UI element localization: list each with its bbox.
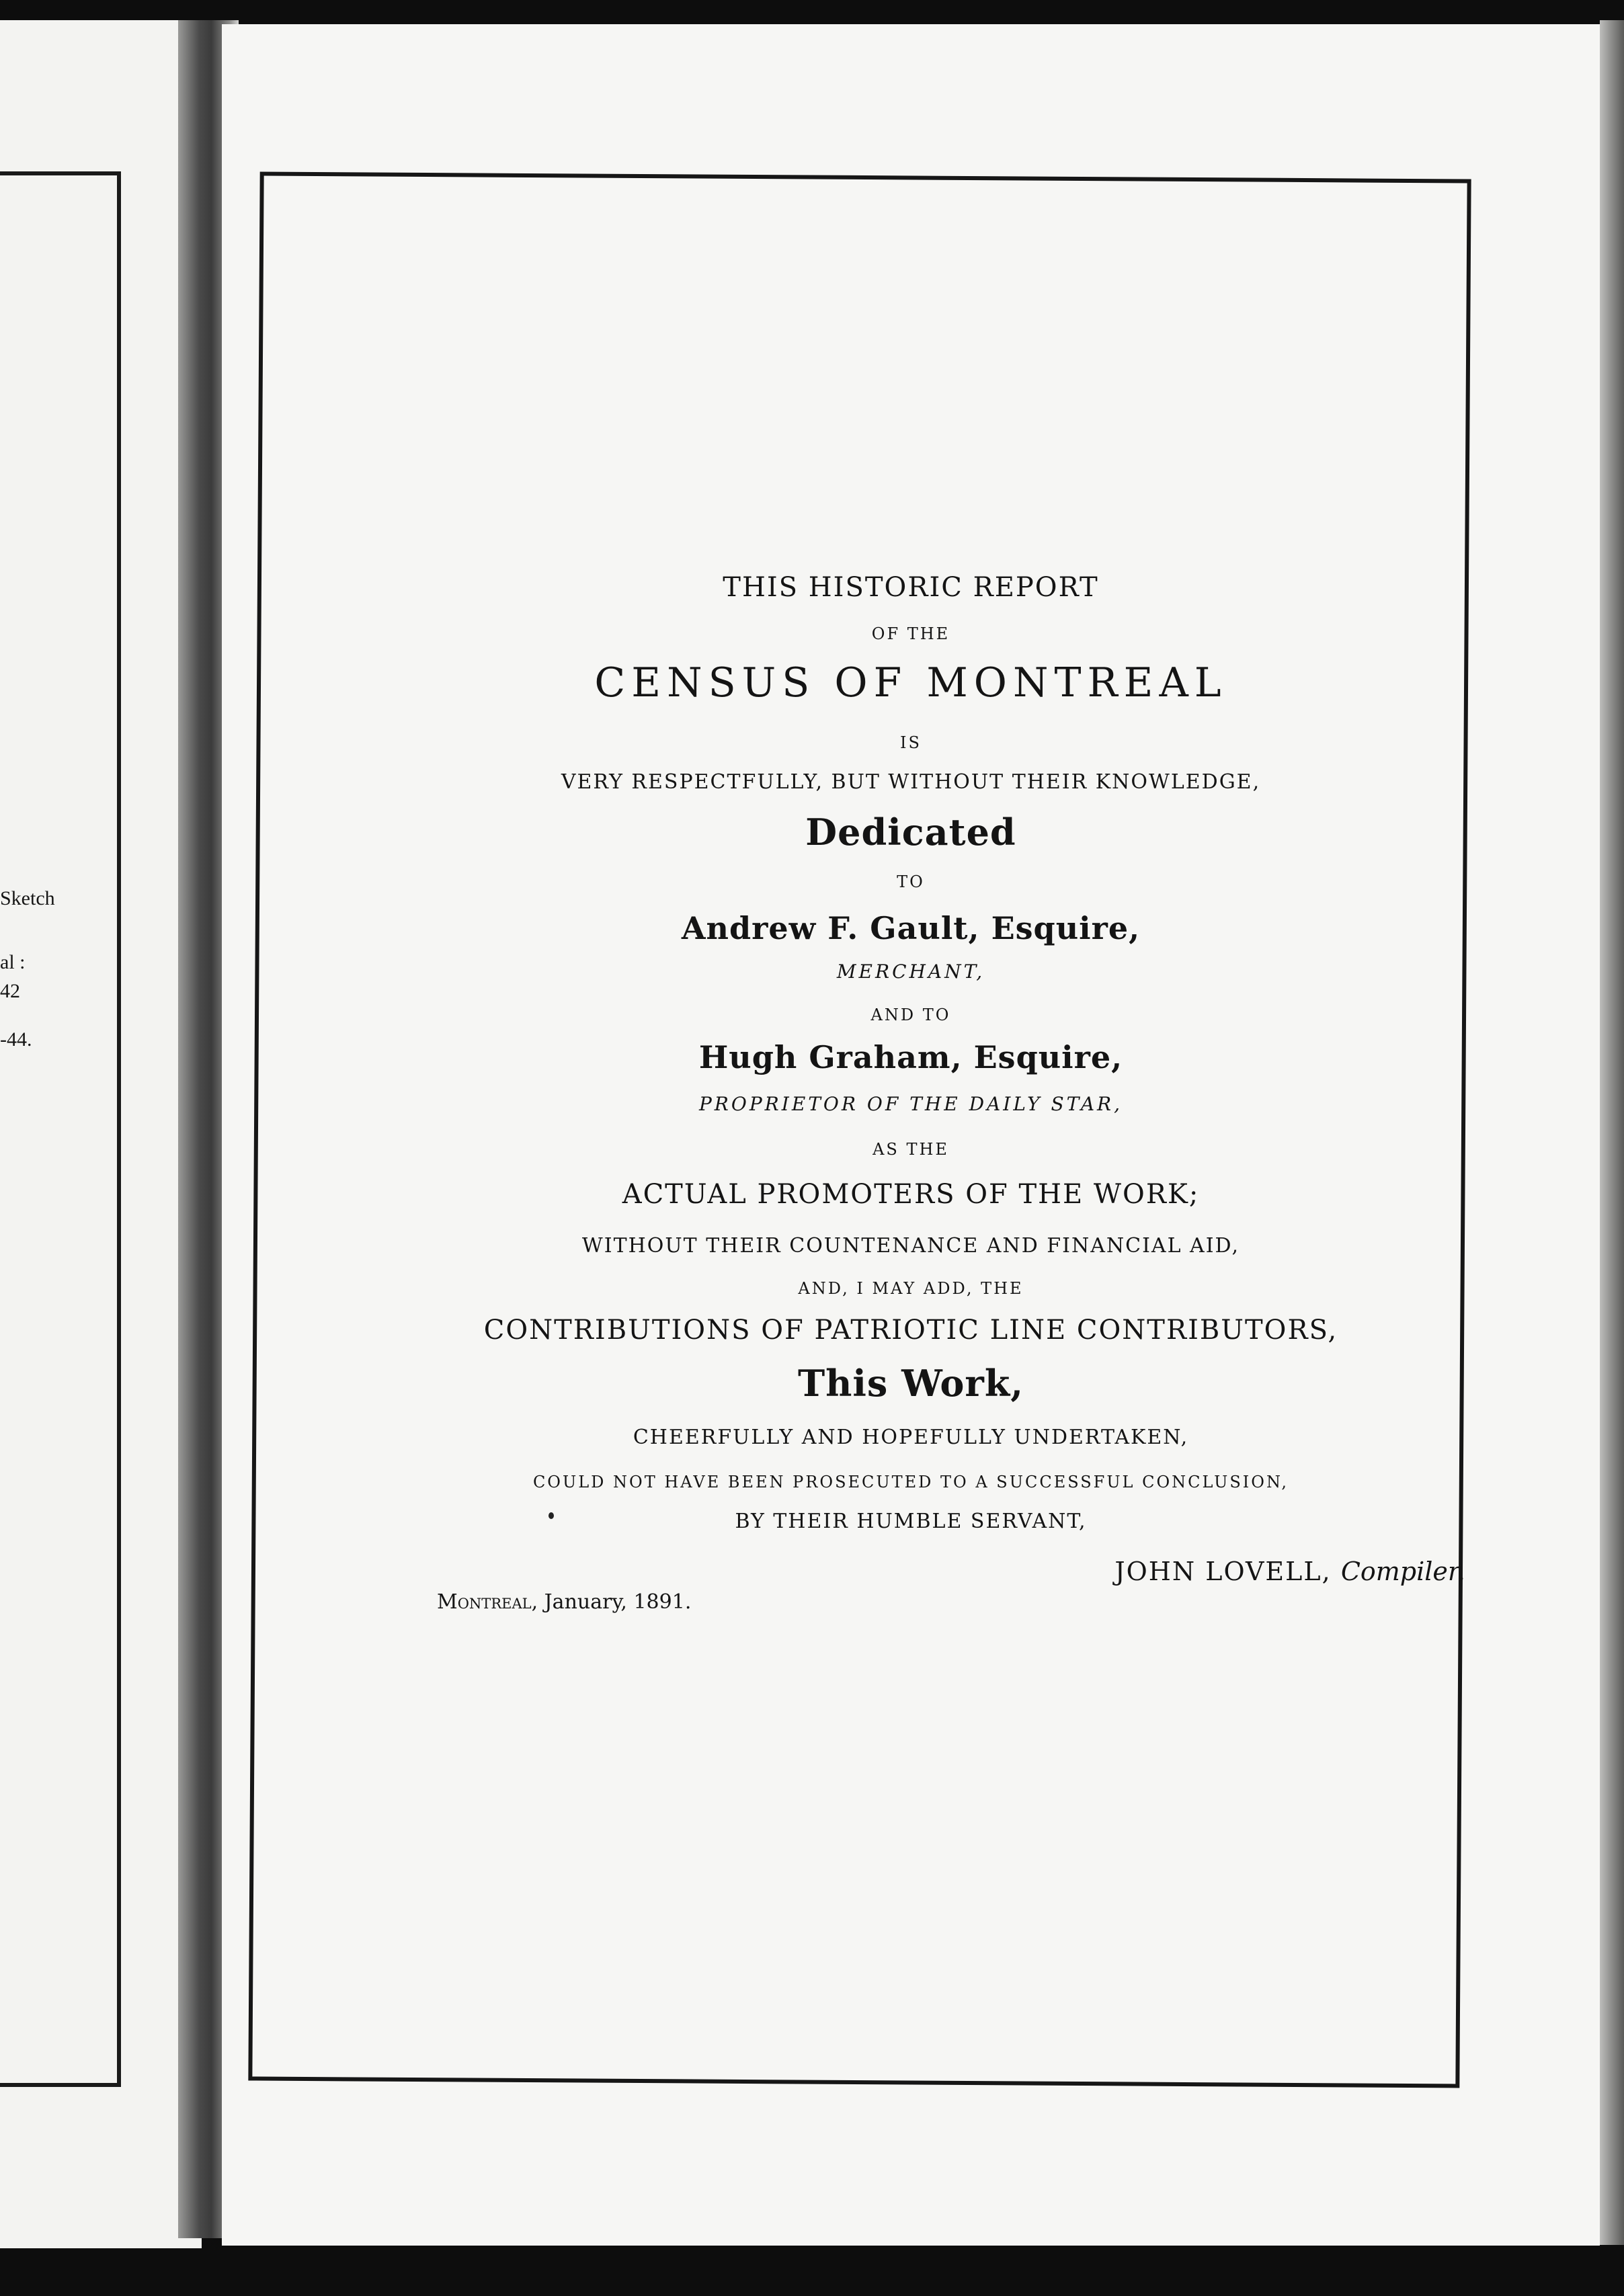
- dedication-line-20: COULD NOT HAVE BEEN PROSECUTED TO A SUCCESSFUL CONCLUSION,: [532, 1473, 1289, 1491]
- left-page-fragment-4: -44.: [0, 1028, 32, 1051]
- place-and-date: [437, 1590, 691, 1614]
- left-page-fragment-3: 42: [0, 980, 20, 1002]
- dedication-text-block: [222, 24, 1600, 2246]
- dedication-line-16: AND, I MAY ADD, THE: [798, 1279, 1024, 1298]
- dedication-line-2: OF THE: [871, 624, 950, 643]
- this-work-heading: This Work,: [797, 1362, 1024, 1405]
- compiler-name: JOHN LOVELL,: [1114, 1557, 1332, 1586]
- publication-date: January, 1891.: [544, 1590, 692, 1614]
- dedication-line-5: VERY RESPECTFULLY, BUT WITHOUT THEIR KNOWLEDGE,: [561, 770, 1261, 794]
- dedication-line-13: AS THE: [872, 1140, 949, 1159]
- dedicatee-title-2: PROPRIETOR OF THE DAILY STAR,: [698, 1093, 1123, 1115]
- dedication-line-14: ACTUAL PROMOTERS OF THE WORK;: [622, 1179, 1200, 1210]
- place-name: Montreal,: [437, 1590, 538, 1614]
- dedicated-heading: Dedicated: [805, 811, 1016, 854]
- dedication-line-21: BY THEIR HUMBLE SERVANT,: [735, 1510, 1087, 1533]
- dedication-line-1: THIS HISTORIC REPORT: [723, 572, 1099, 603]
- dedication-line-10: AND TO: [870, 1006, 951, 1024]
- left-page-fragment-1: Sketch: [0, 887, 55, 909]
- left-page-border: [0, 171, 121, 2087]
- dedication-line-7: TO: [897, 872, 925, 891]
- dedication-line-19: CHEERFULLY AND HOPEFULLY UNDERTAKEN,: [633, 1426, 1189, 1449]
- report-title: CENSUS OF MONTREAL: [594, 659, 1227, 706]
- compiler-role: Compiler.: [1340, 1557, 1465, 1586]
- dedicatee-name-2: Hugh Graham, Esquire,: [698, 1039, 1123, 1075]
- dedicatee-title-1: MERCHANT,: [836, 960, 985, 983]
- compiler-signature: [1114, 1557, 1465, 1586]
- right-page-edge: [1600, 20, 1624, 2245]
- left-page-fragment-2: al :: [0, 951, 26, 973]
- dedication-line-4: IS: [900, 733, 922, 752]
- ink-speck: [549, 1512, 554, 1519]
- dedication-line-15: WITHOUT THEIR COUNTENANCE AND FINANCIAL AID,: [581, 1234, 1240, 1258]
- dedication-line-17: CONTRIBUTIONS OF PATRIOTIC LINE CONTRIBUTORS,: [483, 1315, 1338, 1346]
- left-facing-page: [0, 20, 202, 2248]
- dedicatee-name-1: Andrew F. Gault, Esquire,: [681, 910, 1141, 946]
- dedication-page: [222, 24, 1600, 2246]
